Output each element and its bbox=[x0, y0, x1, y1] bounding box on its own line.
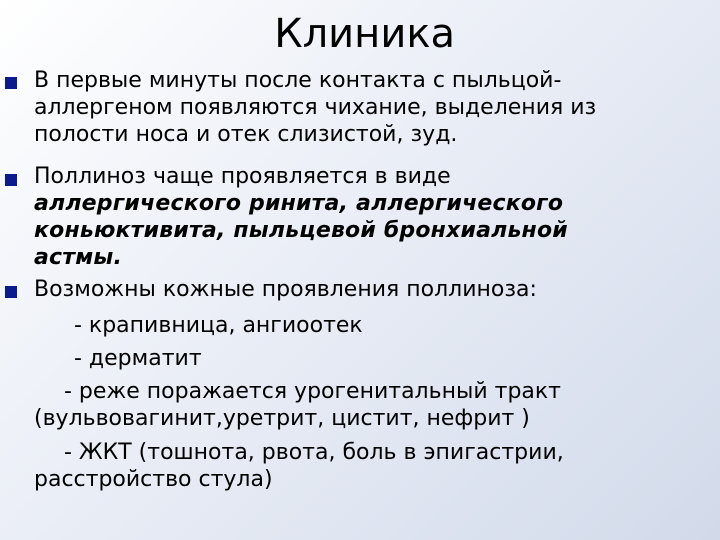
bullet-1-line-2: аллергеном появляются чихание, выделения из bbox=[34, 95, 597, 120]
bullet-3-line-5: (вульвовагинит,уретрит, цистит, нефрит ) bbox=[34, 406, 530, 431]
bullet-3-line-1: Возможны кожные проявления поллиноза: bbox=[34, 277, 537, 302]
bullet-3-line-6: - ЖКТ (тошнота, рвота, боль в эпигастрии, bbox=[64, 440, 564, 465]
bullet-3-line-4: - реже поражается урогенитальный тракт bbox=[64, 379, 561, 404]
bullet-marker bbox=[5, 286, 17, 298]
bullet-1-line-3: полости носа и отек слизистой, зуд. bbox=[34, 122, 458, 147]
bullet-marker bbox=[5, 77, 17, 89]
bullet-1-line-1: В первые минуты после контакта с пыльцой- bbox=[34, 68, 562, 93]
slide-title: Клиника bbox=[274, 11, 455, 57]
bullet-3-line-2: - крапивница, ангиоотек bbox=[74, 313, 363, 338]
bullet-2-emphasis-1: аллергического ринита, аллергического bbox=[34, 191, 564, 216]
bullet-2-emphasis-2: коньюктивита, пыльцевой бронхиальной bbox=[34, 218, 568, 243]
bullet-2-emphasis-3: астмы. bbox=[34, 245, 123, 270]
bullet-2-line-1: Поллиноз чаще проявляется в виде bbox=[34, 164, 451, 189]
bullet-3-line-3: - дерматит bbox=[74, 346, 202, 371]
bullet-3-line-7: расстройство стула) bbox=[34, 467, 273, 492]
bullet-marker bbox=[5, 174, 17, 186]
